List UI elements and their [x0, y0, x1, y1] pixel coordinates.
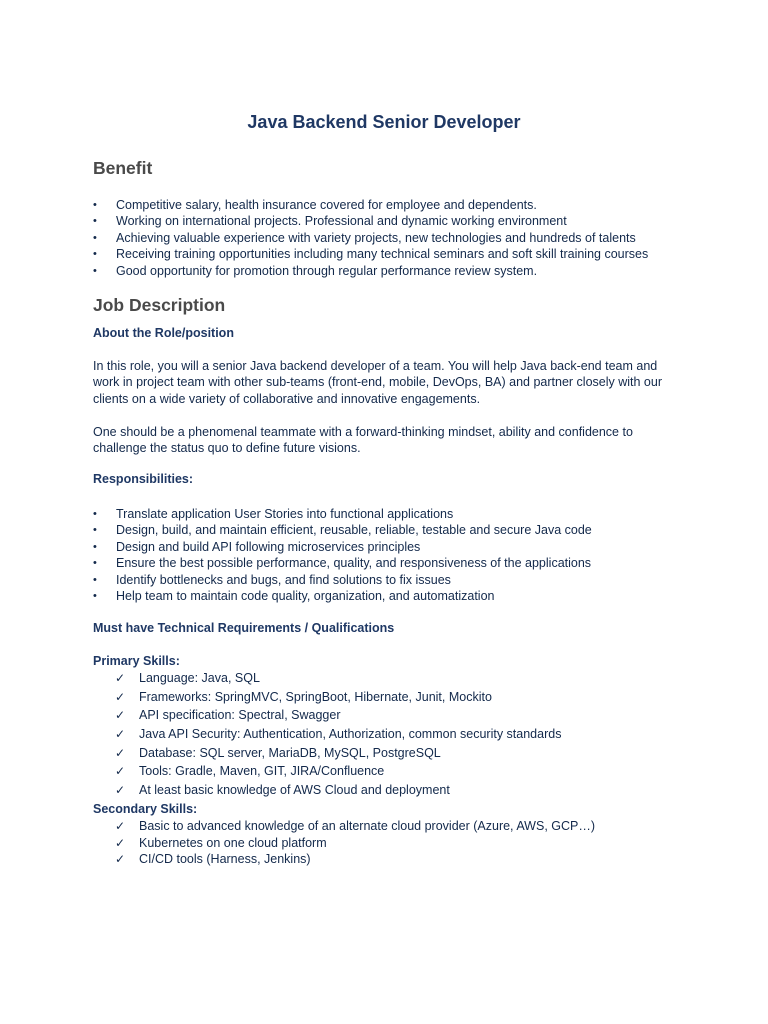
- bullet-icon: •: [93, 589, 97, 602]
- checkmark-icon: ✓: [115, 708, 126, 723]
- bullet-icon: •: [93, 231, 97, 244]
- list-item: ✓ Language: Java, SQL: [115, 669, 561, 688]
- about-role-paragraph: In this role, you will a senior Java backend developer of a team. You will help Java back-end team and work in project team with other sub-teams (front-end, mobile, DevOps, BA) and partner closely with our clients on a wide variety of collaborative and innovative engagements.: [93, 359, 662, 406]
- list-item: ✓ Database: SQL server, MariaDB, MySQL, PostgreSQL: [115, 744, 561, 763]
- list-item: ✓ Basic to advanced knowledge of an alternate cloud provider (Azure, AWS, GCP…): [115, 819, 596, 833]
- checkmark-icon: ✓: [115, 835, 126, 850]
- benefit-list: [93, 197, 648, 279]
- list-item: • Help team to maintain code quality, organization, and automatization: [93, 588, 495, 603]
- benefit-heading: Benefit: [93, 158, 153, 178]
- responsibilities-heading: Responsibilities:: [93, 472, 194, 486]
- list-item: ✓ At least basic knowledge of AWS Cloud and deployment: [115, 781, 561, 800]
- checkmark-icon: ✓: [115, 745, 126, 760]
- job-description-heading: Job Description: [93, 295, 226, 315]
- bullet-icon: •: [93, 557, 97, 570]
- list-item: • Competitive salary, health insurance covered for employee and dependents.: [93, 198, 537, 212]
- checkmark-icon: ✓: [115, 819, 126, 833]
- list-item: • Good opportunity for promotion through regular performance review system.: [93, 263, 538, 278]
- secondary-skills-heading: Secondary Skills:: [93, 802, 198, 816]
- list-item: ✓ Kubernetes on one cloud platform: [115, 835, 327, 850]
- document-title: Java Backend Senior Developer: [247, 112, 521, 132]
- list-item: • Design and build API following microservices principles: [93, 539, 421, 554]
- list-item: ✓ Java API Security: Authentication, Authorization, common security standards: [115, 725, 561, 744]
- list-item: • Receiving training opportunities including many technical seminars and soft skill training courses: [93, 247, 649, 262]
- list-item: • Ensure the best possible performance, quality, and responsiveness of the applications: [93, 556, 592, 571]
- list-item: • Achieving valuable experience with variety projects, new technologies and hundreds of talents: [93, 230, 636, 245]
- list-item: • Design, build, and maintain efficient, reusable, reliable, testable and secure Java code: [93, 523, 592, 538]
- bullet-icon: •: [93, 264, 97, 277]
- bullet-icon: •: [93, 248, 97, 261]
- list-item: ✓ Frameworks: SpringMVC, SpringBoot, Hibernate, Junit, Mockito: [115, 688, 561, 707]
- requirements-heading: Must have Technical Requirements / Qualifications: [93, 621, 395, 635]
- mindset-paragraph: One should be a phenomenal teammate with a forward-thinking mindset, ability and confidence to challenge the status quo to define future visions.: [93, 425, 633, 456]
- bullet-icon: •: [93, 508, 97, 520]
- list-item: ✓ API specification: Spectral, Swagger: [115, 706, 561, 725]
- checkmark-icon: ✓: [115, 671, 126, 685]
- bullet-icon: •: [93, 199, 97, 211]
- list-item: • Working on international projects. Professional and dynamic working environment: [93, 214, 567, 229]
- checkmark-icon: ✓: [115, 783, 126, 798]
- primary-skills-heading: Primary Skills:: [93, 654, 180, 668]
- bullet-icon: •: [93, 573, 97, 586]
- primary-skills-list: [115, 669, 561, 800]
- secondary-skills-list: [115, 818, 595, 868]
- responsibilities-list: [93, 506, 592, 604]
- checkmark-icon: ✓: [115, 852, 126, 867]
- list-item: ✓ CI/CD tools (Harness, Jenkins): [115, 852, 311, 867]
- checkmark-icon: ✓: [115, 764, 126, 779]
- about-role-heading: About the Role/position: [93, 326, 234, 340]
- bullet-icon: •: [93, 215, 97, 228]
- list-item: ✓ Tools: Gradle, Maven, GIT, JIRA/Confluence: [115, 762, 561, 781]
- bullet-icon: •: [93, 540, 97, 553]
- list-item: • Identify bottlenecks and bugs, and find solutions to fix issues: [93, 572, 451, 587]
- checkmark-icon: ✓: [115, 689, 126, 704]
- list-item: • Translate application User Stories into functional applications: [93, 507, 454, 521]
- checkmark-icon: ✓: [115, 727, 126, 742]
- bullet-icon: •: [93, 524, 97, 537]
